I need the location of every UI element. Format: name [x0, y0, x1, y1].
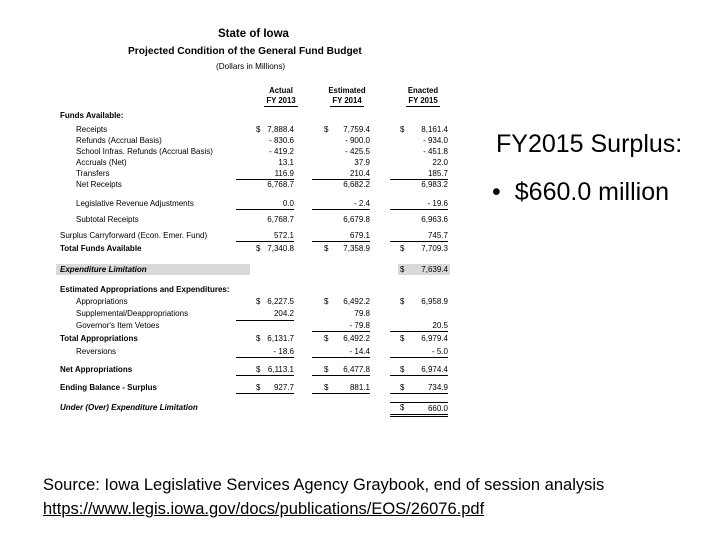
table-row-expenditure-value: $ 7,639.4	[400, 265, 448, 274]
table-row: Surplus Carryforward (Econ. Emer. Fund) 572.1 679.1 745.7	[60, 231, 448, 240]
table-row: Supplemental/Deappropriations 204.2 79.8	[76, 309, 370, 318]
units-note: (Dollars in Millions)	[216, 62, 286, 71]
table-row: Total Appropriations $ 6,131.7 $ 6,492.2 $ 6,979.4	[60, 334, 448, 343]
table-row: Reversions - 18.6 - 14.4 - 5.0	[76, 347, 448, 356]
state-title: State of Iowa	[218, 28, 289, 40]
table-row: Receipts $ 7,888.4 $ 7,759.4 $ 8,161.4	[76, 125, 448, 134]
table-row: Net Appropriations $ 6,113.1 $ 6,477.8 $ 6,974.4	[60, 365, 448, 374]
table-row: Transfers 116.9 210.4 185.7	[76, 169, 448, 178]
table-row: Estimated Appropriations and Expenditures:	[60, 285, 230, 294]
table-row: Funds Available:	[60, 111, 124, 120]
table-row: Legislative Revenue Adjustments 0.0 - 2.4 - 19.6	[76, 199, 448, 208]
table-row-under-over-limitation: Under (Over) Expenditure Limitation $ 660.0	[56, 402, 454, 413]
table-row: Subtotal Receipts 6,768.7 6,679.8 6,963.6	[76, 215, 448, 224]
budget-table	[56, 28, 454, 420]
column-header-actual: Actual FY 2013	[266, 86, 296, 105]
surplus-amount: $660.0 million	[514, 178, 670, 206]
table-row: Net Receipts 6,768.7 6,682.2 6,983.2	[76, 180, 448, 189]
bullet-icon: •	[492, 178, 501, 206]
report-title: Projected Condition of the General Fund Budget	[128, 46, 362, 57]
column-header-enacted: Enacted FY 2015	[407, 86, 439, 105]
table-row: Appropriations $ 6,227.5 $ 6,492.2 $ 6,958.9	[76, 297, 448, 306]
table-row-ending-balance: Ending Balance - Surplus $ 927.7 $ 881.1 $ 734.9	[60, 383, 448, 392]
surplus-bullet	[492, 178, 669, 207]
source-citation: Source: Iowa Legislative Services Agency Graybook, end of session analysis	[43, 476, 605, 494]
source-link[interactable]: https://www.legis.iowa.gov/docs/publications/EOS/26076.pdf	[43, 500, 485, 518]
surplus-heading: FY2015 Surplus:	[496, 130, 683, 158]
table-row: Refunds (Accrual Basis) - 830.6 - 900.0 - 934.0	[76, 136, 448, 145]
table-row: Governor's Item Vetoes - 79.8 20.5	[76, 321, 448, 330]
table-row-expenditure-limitation: Expenditure Limitation	[56, 264, 250, 275]
column-header-estimated: Estimated FY 2014	[328, 86, 366, 105]
table-row: School Infras. Refunds (Accrual Basis) - 419.2 - 425.5 - 451.8	[76, 147, 448, 156]
table-row: Total Funds Available $ 7,340.8 $ 7,358.9 $ 7,709.3	[60, 244, 448, 253]
table-row: Accruals (Net) 13.1 37.9 22.0	[76, 158, 448, 167]
